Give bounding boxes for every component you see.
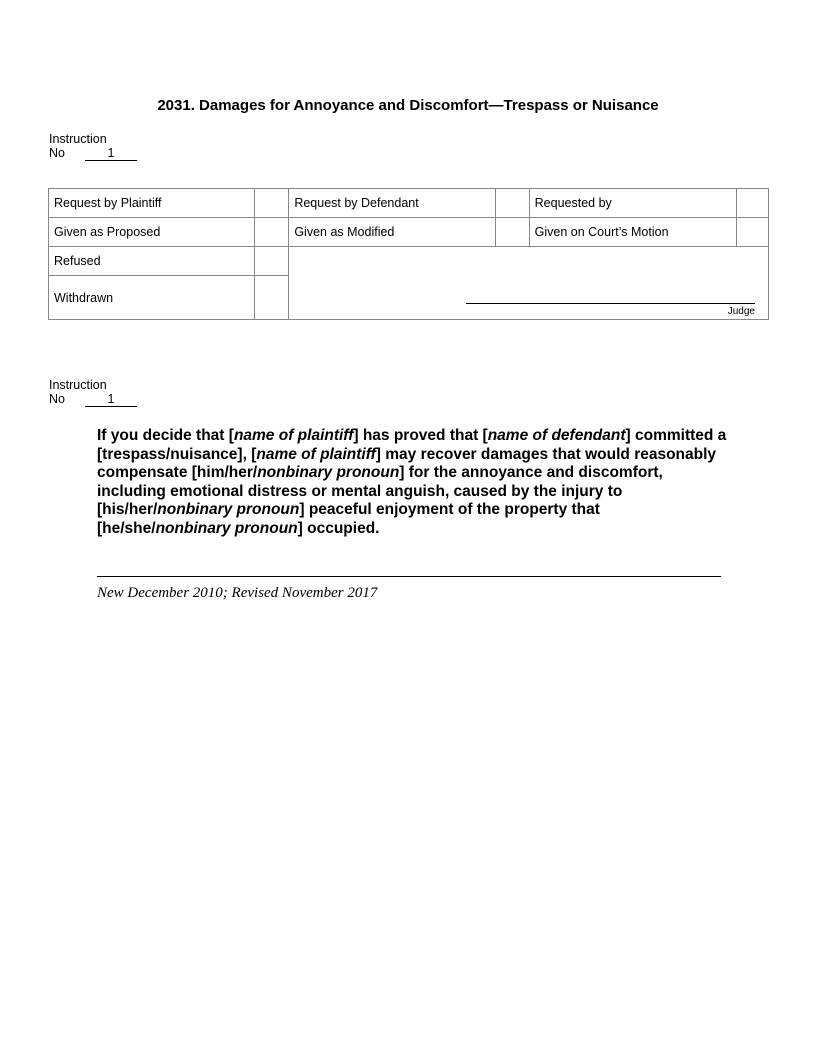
instruction-text-run: ] peaceful enjoyment of the property that [he/she/ — [97, 501, 600, 537]
given-as-proposed-label: Given as Proposed — [49, 218, 255, 247]
request-by-defendant-checkbox[interactable] — [495, 189, 529, 218]
request-by-plaintiff-checkbox[interactable] — [255, 189, 289, 218]
requested-by-label: Requested by — [529, 189, 736, 218]
placeholder-term: nonbinary pronoun — [257, 464, 400, 481]
instruction-no-label: No — [49, 392, 65, 406]
request-by-plaintiff-label: Request by Plaintiff — [49, 189, 255, 218]
instruction-number-body — [49, 378, 137, 407]
placeholder-term: name of plaintiff — [256, 445, 376, 463]
refused-checkbox[interactable] — [255, 247, 289, 276]
instruction-number-header — [49, 132, 137, 161]
instruction-no-row — [49, 146, 137, 161]
given-as-modified-label: Given as Modified — [289, 218, 495, 247]
instruction-number-field[interactable]: 1 — [85, 147, 137, 161]
given-on-courts-motion-label: Given on Court’s Motion — [529, 218, 736, 247]
requested-by-checkbox[interactable] — [736, 189, 768, 218]
instruction-text-run: ] occupied. — [297, 519, 380, 537]
placeholder-term: nonbinary pronoun — [155, 519, 298, 537]
judge-signature-area — [289, 247, 769, 320]
refused-label: Refused — [49, 247, 255, 276]
placeholder-term: nonbinary pronoun — [157, 501, 300, 518]
revision-history: New December 2010; Revised November 2017 — [97, 585, 378, 601]
withdrawn-checkbox[interactable] — [255, 276, 289, 320]
instruction-text — [97, 427, 727, 538]
given-as-proposed-checkbox[interactable] — [255, 218, 289, 247]
placeholder-term: name of defendant — [487, 427, 626, 444]
instruction-text-run: ] has proved that [ — [353, 427, 488, 444]
instruction-label: Instruction — [49, 378, 107, 392]
judge-signature-line[interactable] — [466, 303, 755, 304]
instruction-number-field[interactable]: 1 — [85, 393, 137, 407]
instruction-text-run: ] for the annoyance and discomfort, including emotional distress or mental anguish, caused by the injury to [his/her/ — [97, 464, 663, 518]
page-title: 2031. Damages for Annoyance and Discomfort—Trespass or Nuisance — [157, 97, 659, 114]
request-by-defendant-label: Request by Defendant — [289, 189, 495, 218]
given-as-modified-checkbox[interactable] — [495, 218, 529, 247]
instruction-text-run: ] may recover damages that would reasonably compensate [him/her/ — [97, 445, 717, 481]
judge-label: Judge — [727, 306, 755, 317]
withdrawn-label: Withdrawn — [49, 276, 255, 320]
request-disposition-table — [48, 188, 769, 320]
instruction-no-label: No — [49, 146, 65, 160]
instruction-label: Instruction — [49, 132, 107, 146]
divider — [97, 576, 721, 577]
given-on-courts-motion-checkbox[interactable] — [736, 218, 768, 247]
instruction-text-run: If you decide that [ — [97, 427, 234, 444]
instruction-text-run: ] committed a [trespass/nuisance], [ — [97, 427, 727, 463]
placeholder-term: name of plaintiff — [233, 427, 354, 444]
instruction-no-row — [49, 392, 137, 407]
